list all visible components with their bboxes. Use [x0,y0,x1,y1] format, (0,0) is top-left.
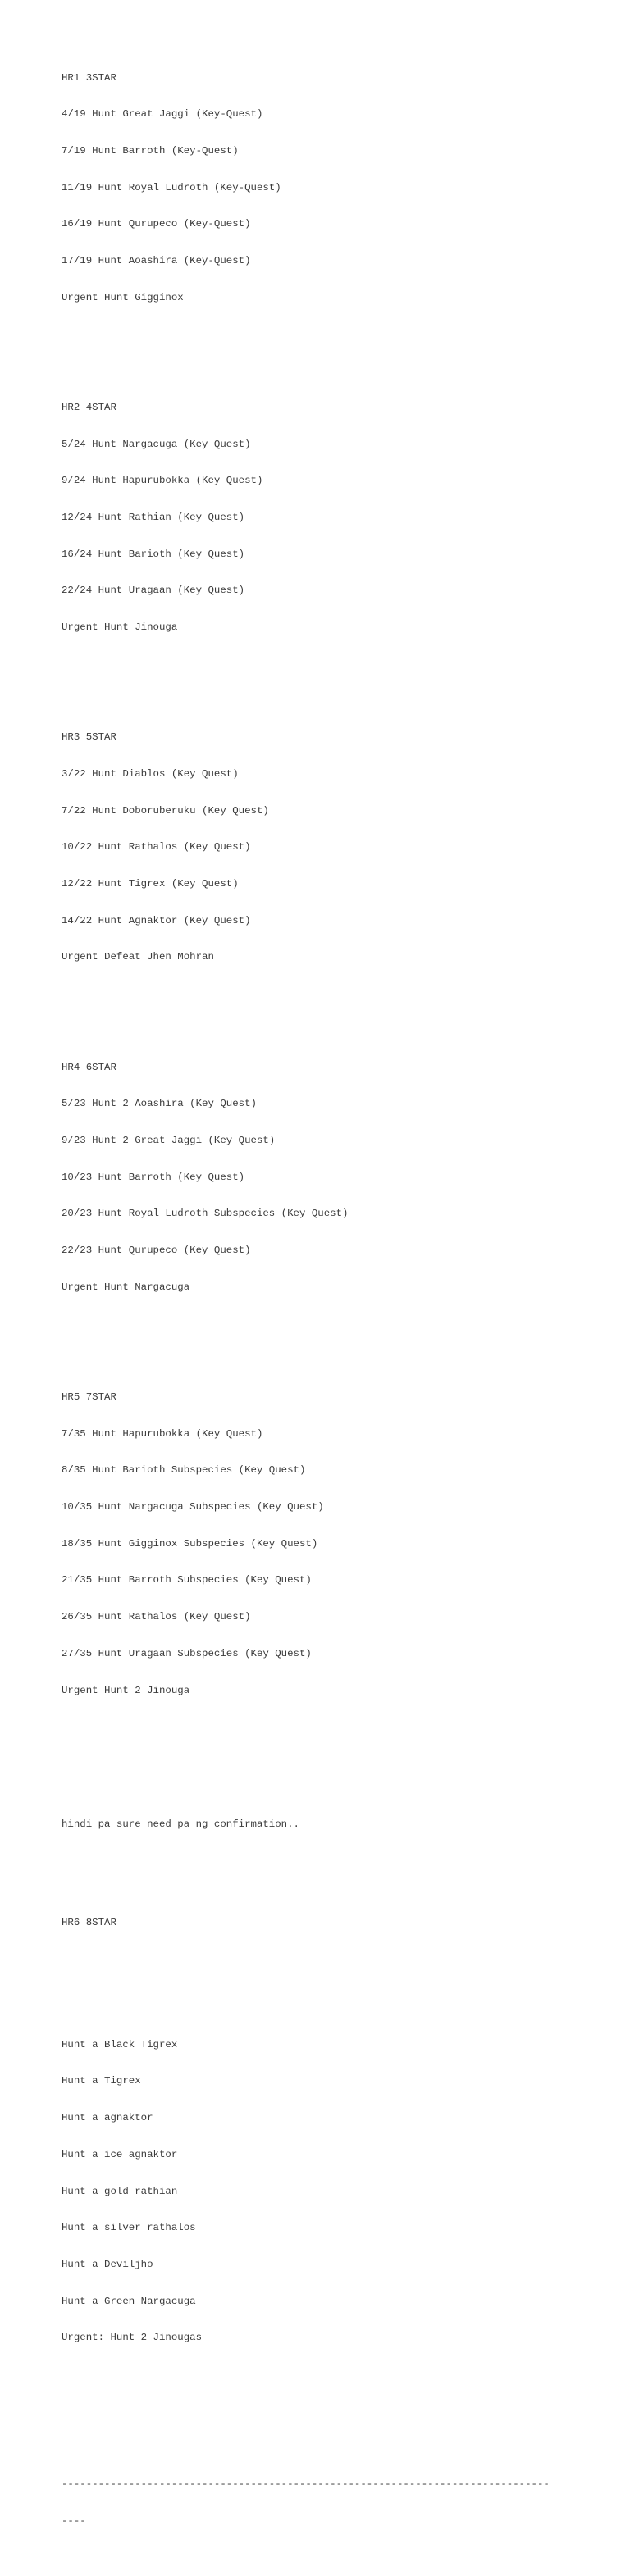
section-heading: HR1 3STAR [62,71,116,84]
section-heading-hr6: HR6 8STAR [62,1916,116,1928]
quest-line: 7/22 Hunt Doboruberuku (Key Quest) [62,804,269,817]
quest-line: 9/23 Hunt 2 Great Jaggi (Key Quest) [62,1134,276,1146]
quest-line: Hunt a Green Nargacuga [62,2295,196,2307]
quest-line: 3/22 Hunt Diablos (Key Quest) [62,767,239,780]
rank-section-hr4 [62,1037,619,1318]
quest-line: Hunt a silver rathalos [62,2222,196,2234]
quest-line: 12/22 Hunt Tigrex (Key Quest) [62,878,239,890]
rank-section-hr5 [62,1367,619,1721]
confirmation-note: hindi pa sure need pa ng confirmation.. [62,1818,299,1831]
quest-line: Hunt a gold rathian [62,2185,178,2197]
blank-spacer [62,1758,619,1782]
quest-line: 10/22 Hunt Rathalos (Key Quest) [62,841,251,853]
quest-line: 9/24 Hunt Hapurubokka (Key Quest) [62,475,263,487]
urgent-quest-line: Urgent Hunt 2 Jinouga [62,1684,190,1696]
separator-line: ---- [62,2515,86,2527]
rank-section-hr6 [62,2014,619,2369]
quest-line: 22/23 Hunt Qurupeco (Key Quest) [62,1245,251,1257]
urgent-quest-line: Urgent Hunt Nargacuga [62,1281,190,1293]
blank-spacer [62,2405,619,2418]
quest-line: 17/19 Hunt Aoashira (Key-Quest) [62,255,251,267]
rank-section-hr2 [62,377,619,658]
quest-line: 16/24 Hunt Barioth (Key Quest) [62,548,245,560]
dashed-separator [62,2454,619,2551]
quest-line: 27/35 Hunt Uragaan Subspecies (Key Quest) [62,1647,312,1659]
urgent-quest-line: Urgent Hunt Jinouga [62,621,178,634]
quest-line: 22/24 Hunt Uragaan (Key Quest) [62,585,245,597]
urgent-quest-line: Urgent Defeat Jhen Mohran [62,951,214,963]
document-body [62,11,619,2576]
quest-line: 14/22 Hunt Agnaktor (Key Quest) [62,914,251,926]
blank-spacer [62,1965,619,1978]
quest-line: 4/19 Hunt Great Jaggi (Key-Quest) [62,108,263,121]
section-heading: HR2 4STAR [62,401,116,413]
quest-line: 5/24 Hunt Nargacuga (Key Quest) [62,438,251,450]
rank-section-hr3 [62,707,619,988]
quest-line: 16/19 Hunt Qurupeco (Key-Quest) [62,218,251,230]
quest-line: 10/35 Hunt Nargacuga Subspecies (Key Quest) [62,1501,324,1513]
quest-line: Hunt a Deviljho [62,2258,153,2270]
quest-line: 7/35 Hunt Hapurubokka (Key Quest) [62,1427,263,1440]
rank-section-hr1 [62,48,619,329]
quest-line: 7/19 Hunt Barroth (Key-Quest) [62,144,239,157]
quest-line: 5/23 Hunt 2 Aoashira (Key Quest) [62,1098,257,1110]
quest-line: 20/23 Hunt Royal Ludroth Subspecies (Key Quest) [62,1208,349,1220]
quest-line: 18/35 Hunt Gigginox Subspecies (Key Quest) [62,1537,318,1550]
quest-line: Hunt a Tigrex [62,2075,141,2087]
blank-spacer [62,1868,619,1880]
section-heading: HR4 6STAR [62,1061,116,1073]
urgent-quest-line: Urgent: Hunt 2 Jinougas [62,2332,203,2344]
quest-line: Hunt a Black Tigrex [62,2038,178,2050]
quest-line: 11/19 Hunt Royal Ludroth (Key-Quest) [62,181,281,193]
urgent-quest-line: Urgent Hunt Gigginox [62,291,184,303]
quest-line: 12/24 Hunt Rathian (Key Quest) [62,511,245,523]
quest-line: 8/35 Hunt Barioth Subspecies (Key Quest) [62,1464,306,1477]
section-heading: HR3 5STAR [62,731,116,744]
quest-line: Hunt a agnaktor [62,2112,153,2124]
quest-line: 26/35 Hunt Rathalos (Key Quest) [62,1611,251,1623]
section-heading: HR5 7STAR [62,1390,116,1403]
quest-line: 10/23 Hunt Barroth (Key Quest) [62,1171,245,1183]
quest-line: 21/35 Hunt Barroth Subspecies (Key Quest) [62,1574,312,1586]
quest-line: Hunt a ice agnaktor [62,2148,178,2160]
separator-line: -------------------------------------------------------------------------------- [62,2478,550,2491]
